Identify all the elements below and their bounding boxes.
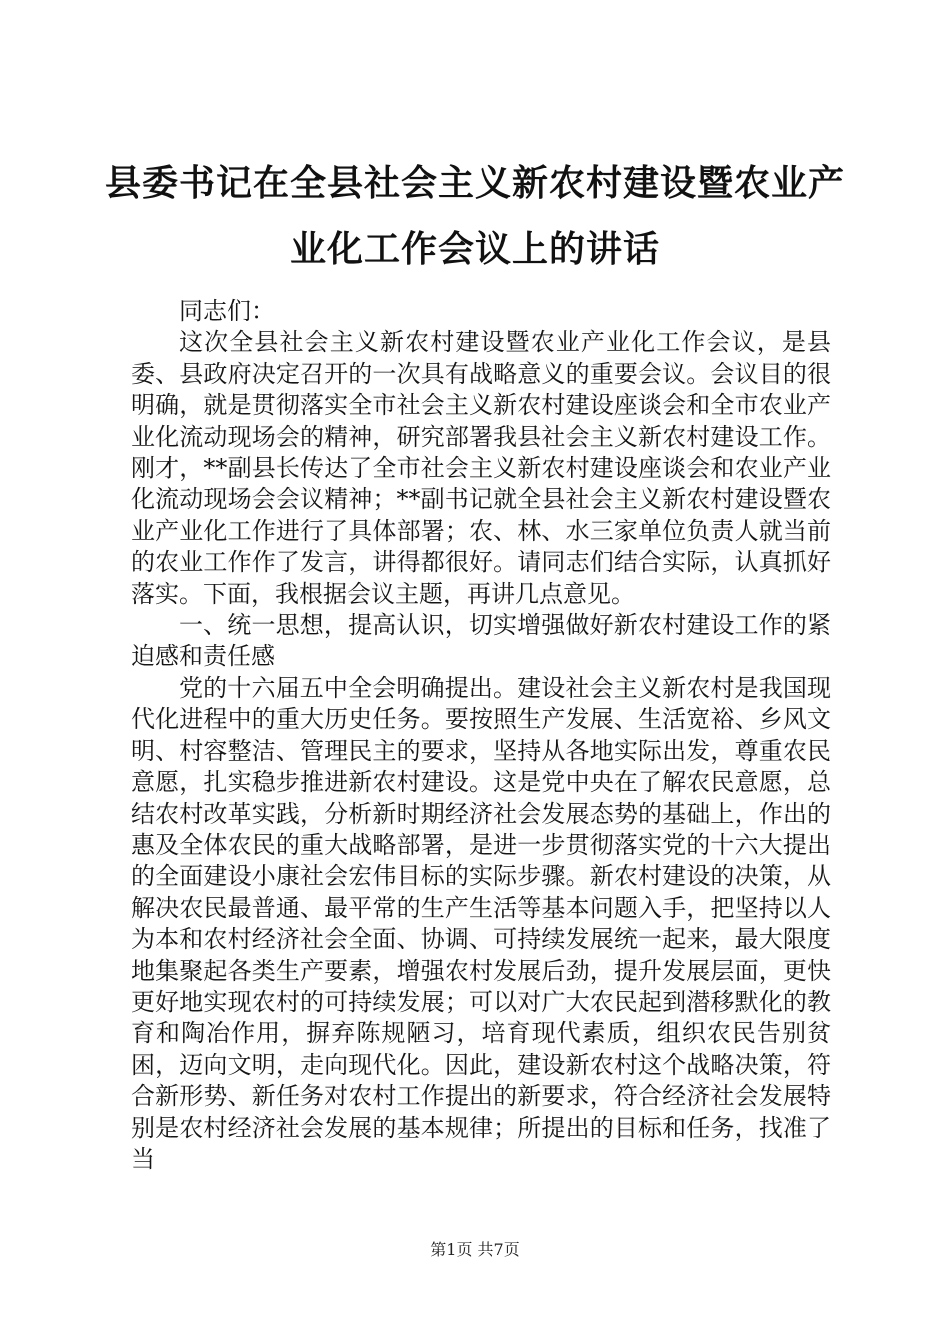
paragraph-section-1: 党的十六届五中全会明确提出。建设社会主义新农村是我国现代化进程中的重大历史任务。要按照生产发展、生活宽裕、乡风文明、村容整洁、管理民主的要求，坚持从各地实际出发，尊重农民意愿，扎实稳步推进新农村建设。这是党中央在了解农民意愿，总结农村改革实践，分析新时期经济社会发展态势的基础上，作出的惠及全体农民的重大战略部署，是进一步贯彻落实党的十六大提出的全面建设小康社会宏伟目标的实际步骤。新农村建设的决策，从解决农民最普通、最平常的生产生活等基本问题入手，把坚持以人为本和农村经济社会全面、协调、可持续发展统一起来，最大限度地集聚起各类生产要素，增强农村发展后劲，提升发展层面，更快更好地实现农村的可持续发展；可以对广大农民起到潜移默化的教育和陶冶作用，摒弃陈规陋习，培育现代素质，组织农民告别贫困，迈向文明，走向现代化。因此，建设新农村这个战略决策，符合新形势、新任务对农村工作提出的新要求，符合经济社会发展特别是农村经济社会发展的基本规律；所提出的目标和任务，找准了当 [131, 673, 831, 1173]
paragraph-intro: 这次全县社会主义新农村建设暨农业产业化工作会议，是县委、县政府决定召开的一次具有战略意义的重要会议。会议目的很明确，就是贯彻落实全市社会主义新农村建设座谈会和全市农业产业化流动现场会的精神，研究部署我县社会主义新农村建设工作。刚才，**副县长传达了全市社会主义新农村建设座谈会和农业产业化流动现场会会议精神；**副书记就全县社会主义新农村建设暨农业产业化工作进行了具体部署；农、林、水三家单位负责人就当前的农业工作作了发言，讲得都很好。请同志们结合实际，认真抓好落实。下面，我根据会议主题，再讲几点意见。 [131, 328, 831, 608]
section-heading-1: 一、统一思想，提高认识，切实增强做好新农村建设工作的紧迫感和责任感 [131, 611, 831, 671]
document-body [131, 296, 831, 1175]
document-title-line2: 业化工作会议上的讲话 [289, 228, 660, 270]
salutation: 同志们： [179, 297, 275, 325]
document-title-line1: 县委书记在全县社会主义新农村建设暨农业产 [104, 162, 845, 204]
page-footer: 第1页 共7页 [430, 1240, 520, 1259]
